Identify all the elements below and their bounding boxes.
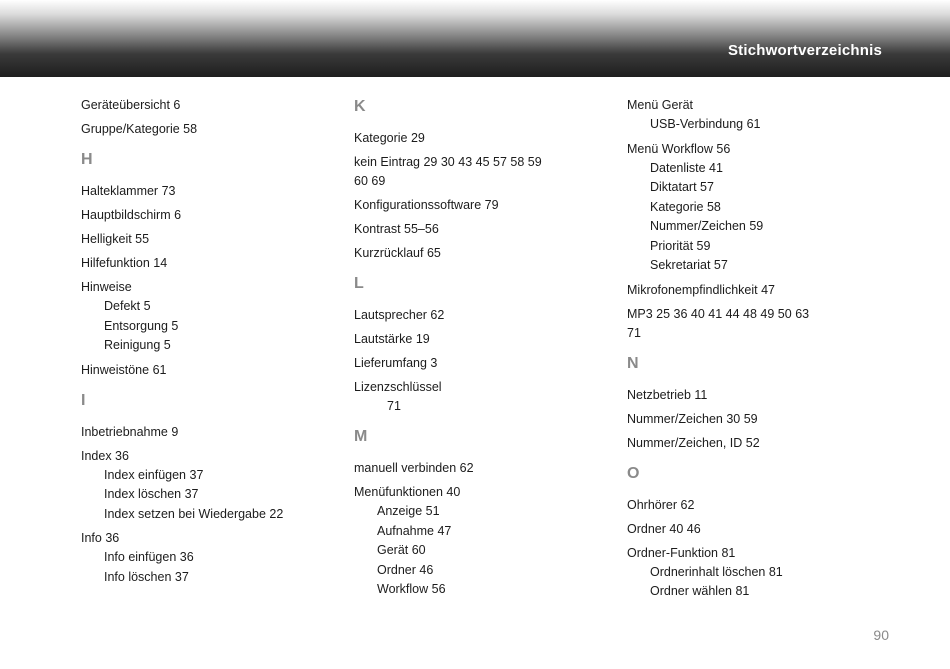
- index-entry: [354, 354, 604, 373]
- index-entry: [627, 140, 877, 276]
- index-entry-term: Lautstärke 19: [354, 332, 430, 346]
- index-entry-term: Info 36: [81, 531, 120, 545]
- index-entry-continuation: 71: [627, 325, 641, 340]
- index-entry: [354, 306, 604, 325]
- index-entry-term: Hinweistöne 61: [81, 362, 167, 377]
- index-column-2: [354, 96, 604, 605]
- index-letter-heading: N: [627, 354, 639, 372]
- index-letter-heading: L: [354, 275, 364, 292]
- index-subentry: Defekt 5: [104, 299, 151, 313]
- index-entry-term: Netzbetrieb 11: [627, 387, 708, 402]
- index-subentry: Kategorie 58: [650, 199, 721, 214]
- index-entry-term: Lieferumfang 3: [354, 356, 438, 370]
- index-subentry: Gerät 60: [377, 543, 426, 557]
- index-subentry: Ordner wählen 81: [650, 584, 750, 598]
- index-entry: [81, 423, 331, 442]
- index-entry: [81, 278, 331, 356]
- index-subentry: Workflow 56: [377, 582, 446, 596]
- page-number: 90: [873, 627, 889, 643]
- index-entry: [627, 544, 877, 602]
- index-entry-term: Kontrast 55–56: [354, 222, 439, 236]
- index-subentry: Reinigung 5: [104, 338, 171, 352]
- index-entry: [81, 361, 331, 380]
- index-entry: [354, 378, 604, 416]
- index-entry-term: Menü Workflow 56: [627, 141, 731, 156]
- index-entry: [627, 386, 877, 405]
- index-entry-term: Helligkeit 55: [81, 232, 150, 246]
- index-entry-term: Hilfefunktion 14: [81, 256, 168, 270]
- index-letter-heading: K: [354, 98, 366, 115]
- index-entry: [81, 96, 331, 115]
- index-entry-term: Menü Gerät: [627, 98, 694, 112]
- index-entry-term: Gruppe/Kategorie 58: [81, 122, 198, 136]
- index-entry-term: Nummer/Zeichen 30 59: [627, 411, 758, 426]
- index-subentry: Index setzen bei Wiedergabe 22: [104, 506, 284, 521]
- index-subentry: Datenliste 41: [650, 160, 723, 175]
- index-column-1: [81, 96, 331, 592]
- index-letter-heading: I: [81, 391, 86, 409]
- index-entry: [354, 459, 604, 478]
- index-subentry: Sekretariat 57: [650, 258, 728, 272]
- index-entry: [627, 410, 877, 429]
- index-column-3: [627, 96, 877, 607]
- index-letter-heading: H: [81, 151, 93, 168]
- index-entry: [627, 305, 877, 343]
- index-letter-heading: O: [627, 464, 640, 482]
- index-entry-term: Geräteübersicht 6: [81, 98, 181, 112]
- index-entry: [627, 520, 877, 539]
- index-entry-term: Menüfunktionen 40: [354, 485, 461, 499]
- index-entry: [627, 434, 877, 453]
- index-entry: [627, 281, 877, 300]
- index-subentry: Entsorgung 5: [104, 318, 179, 333]
- index-entry-term: kein Eintrag 29 30 43 45 57 58 59: [354, 155, 542, 169]
- index-entry: [354, 220, 604, 239]
- index-entry: [354, 129, 604, 148]
- index-entry: [354, 244, 604, 263]
- index-entry: [354, 330, 604, 349]
- index-subentry: USB-Verbindung 61: [650, 117, 761, 131]
- index-entry: [81, 529, 331, 587]
- index-subentry: Ordner 46: [377, 562, 434, 577]
- index-entry: [81, 120, 331, 139]
- index-entry-term: Lizenzschlüssel: [354, 380, 442, 394]
- index-subentry: Anzeige 51: [377, 504, 440, 518]
- index-subentry: Index einfügen 37: [104, 467, 204, 482]
- index-subentry: Priorität 59: [650, 238, 711, 253]
- index-entry-term: Lautsprecher 62: [354, 308, 445, 322]
- section-title: Stichwortverzeichnis: [727, 42, 882, 59]
- index-entry-term: Hinweise: [81, 280, 132, 294]
- index-entry-term: Kategorie 29: [354, 131, 425, 145]
- index-entry-term: Mikrofonempfindlichkeit 47: [627, 282, 775, 297]
- index-letter-heading: M: [354, 428, 368, 445]
- index-entry-continuation: 60 69: [354, 174, 386, 188]
- index-subentry: Ordnerinhalt löschen 81: [650, 564, 783, 579]
- index-entry-term: Ordner-Funktion 81: [627, 545, 736, 560]
- index-entry: [81, 206, 331, 225]
- index-subentry: Info löschen 37: [104, 569, 189, 584]
- index-entry-term: Ohrhörer 62: [627, 497, 695, 512]
- index-entry-term: Index 36: [81, 448, 129, 463]
- index-subentry: Nummer/Zeichen 59: [650, 219, 764, 233]
- page-header: [0, 0, 950, 77]
- index-entry: [81, 182, 331, 201]
- index-entry-term: Nummer/Zeichen, ID 52: [627, 435, 760, 450]
- index-entry: [354, 153, 604, 191]
- index-entry-term: MP3 25 36 40 41 44 48 49 50 63: [627, 306, 810, 321]
- index-entry-term: Inbetriebnahme 9: [81, 424, 179, 439]
- index-subentry: Index löschen 37: [104, 487, 199, 501]
- index-entry-continuation: 71: [387, 399, 401, 413]
- index-entry-term: Hauptbildschirm 6: [81, 208, 182, 222]
- index-entry: [81, 447, 331, 525]
- index-entry-term: Konfigurationssoftware 79: [354, 198, 499, 212]
- index-subentry: Info einfügen 36: [104, 550, 194, 564]
- index-entry-term: Ordner 40 46: [627, 521, 701, 536]
- index-entry-term: Kurzrücklauf 65: [354, 246, 441, 260]
- index-entry-term: manuell verbinden 62: [354, 461, 474, 475]
- index-entry: [627, 496, 877, 515]
- index-entry: [81, 230, 331, 249]
- index-subentry: Diktatart 57: [650, 180, 714, 194]
- index-entry: [354, 196, 604, 215]
- index-entry: [627, 96, 877, 135]
- index-subentry: Aufnahme 47: [377, 523, 452, 538]
- index-entry-term: Halteklammer 73: [81, 184, 176, 198]
- index-entry: [354, 483, 604, 600]
- index-entry: [81, 254, 331, 273]
